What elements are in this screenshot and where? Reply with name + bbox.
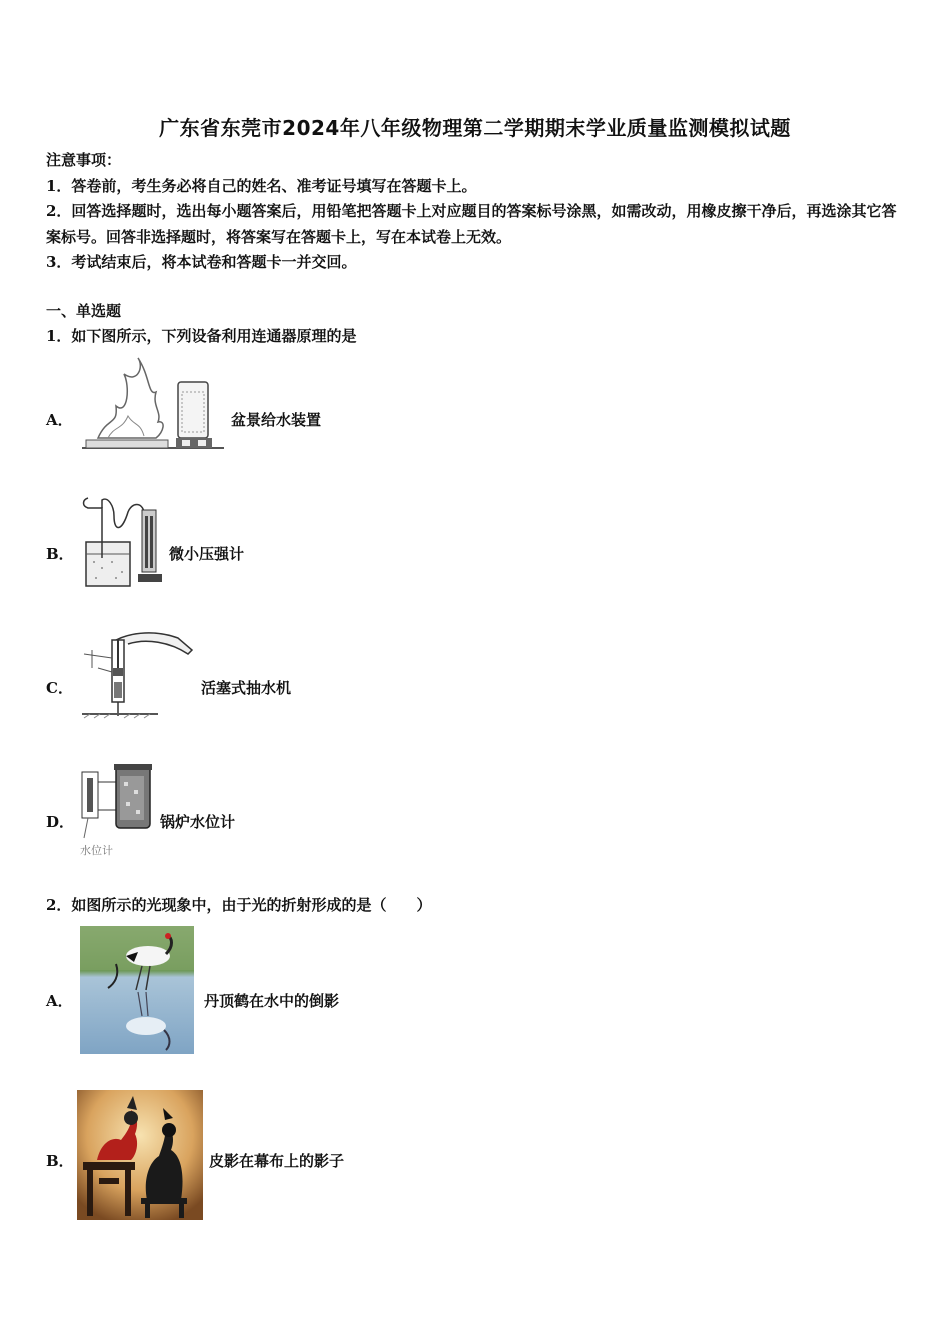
q1-option-b-text: 微小压强计 [169,545,245,563]
q2-option-b-letter: B． [46,1152,74,1170]
pressure-gauge-illustration [78,492,170,590]
section-heading: 一、单选题 [46,302,122,320]
page-title: 广东省东莞市2024年八年级物理第二学期期末学业质量监测模拟试题 [159,116,791,140]
q1-option-c-text: 活塞式抽水机 [201,679,292,697]
notice-item-1: 1．答卷前，考生务必将自己的姓名、准考证号填写在答题卡上。 [46,177,477,195]
notice-item-2: 2．回答选择题时，选出每小题答案后，用铅笔把答题卡上对应题目的答案标号涂黑，如需改动，用橡皮擦干净后，再选涂其它答案标号。回答非选择题时，将答案写在答题卡上，写在本试卷上无效。 [46,202,897,246]
boiler-water-gauge-illustration [78,762,160,842]
q1-option-a-letter: A． [46,411,73,429]
crane-reflection-photo [80,926,194,1054]
q1-stem: 1．如下图所示，下列设备利用连通器原理的是 [46,327,357,345]
q1-option-c-letter: C． [46,679,73,697]
bonsai-water-device-illustration [78,356,228,452]
q1-option-d-letter: D． [46,813,75,831]
q1-option-a-text: 盆景给水装置 [231,411,322,429]
q2-option-b-text: 皮影在幕布上的影子 [209,1152,345,1170]
q2-option-a-text: 丹顶鹤在水中的倒影 [204,992,340,1010]
q2-stem: 2．如图所示的光现象中，由于光的折射形成的是（ ） [46,896,432,914]
piston-pump-illustration [78,628,198,722]
notice-item-3: 3．考试结束后，将本试卷和答题卡一并交回。 [46,253,357,271]
water-gauge-caption: 水位计 [80,844,113,857]
shadow-puppet-photo [77,1090,203,1220]
notice-heading: 注意事项： [46,151,122,169]
q1-option-b-letter: B． [46,545,74,563]
q2-option-a-letter: A． [46,992,73,1010]
q1-option-d-text: 锅炉水位计 [160,813,236,831]
